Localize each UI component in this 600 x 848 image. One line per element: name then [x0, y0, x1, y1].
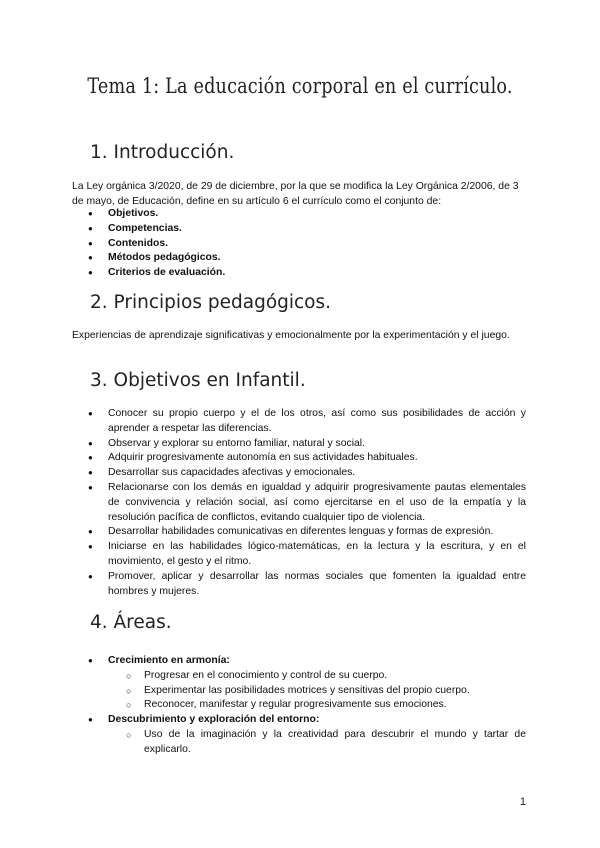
list-item: ● Criterios de evaluación.	[86, 266, 526, 281]
list-item: ● Desarrollar habilidades comunicativas en diferentes lenguas y formas de expresión.	[86, 525, 526, 540]
area-sublist	[108, 728, 526, 758]
area-label: Crecimiento en armonía:	[108, 655, 230, 666]
list-item: ● Desarrollar sus capacidades afectivas y emocionales.	[86, 466, 526, 481]
objetivos-list	[86, 407, 526, 599]
list-item: ● Relacionarse con los demás en igualdad y adquirir progresivamente pautas elementales de convivencia y relación social, así como ejercitarse en el uso de la empatía y la resolución pacífica de conflictos, evitando cualquier tipo de violencia.	[86, 481, 526, 525]
page-number: 1	[519, 796, 526, 808]
sub-list-item: ○ Progresar en el conocimiento y control de su cuerpo.	[108, 669, 526, 684]
sub-list-item: ○ Uso de la imaginación y la creatividad para descubrir el mundo y tartar de explicarlo.	[108, 728, 526, 758]
list-item: ● Conocer su propio cuerpo y el de los otros, así como sus posibilidades de acción y aprender a respetar las diferencias.	[86, 407, 526, 437]
list-item: ● Objetivos.	[86, 207, 526, 222]
list-item: ● Adquirir progresivamente autonomía en sus actividades habituales.	[86, 451, 526, 466]
sub-list-item: ○ Experimentar las posibilidades motrices y sensitivas del propio cuerpo.	[108, 684, 526, 699]
principios-paragraph: Experiencias de aprendizaje significativas y emocionalmente por la experimentación y el juego.	[72, 330, 510, 341]
areas-list	[86, 654, 526, 758]
area-item	[86, 654, 526, 713]
list-item: ● Iniciarse en las habilidades lógico-matemáticas, en la lectura y la escritura, y en el movimiento, el gesto y el ritmo.	[86, 540, 526, 570]
section-heading-areas: 4. Áreas.	[90, 612, 172, 633]
area-label: Descubrimiento y exploración del entorno:	[108, 714, 320, 726]
curriculum-list	[86, 207, 526, 281]
sub-list-item: ○ Reconocer, manifestar y regular progresivamente sus emociones.	[108, 698, 526, 713]
section-heading-objetivos: 3. Objetivos en Infantil.	[90, 370, 306, 391]
intro-paragraph: La Ley orgánica 3/2020, de 29 de diciembre, por la que se modifica la Ley Orgánica 2/2006, de 3 de mayo, de Educación, define en su artículo 6 el currículo como el conjunto de:	[72, 181, 519, 207]
area-item	[86, 713, 526, 757]
list-item: ● Competencias.	[86, 222, 526, 237]
page-title: Tema 1: La educación corporal en el currículo.	[87, 74, 513, 98]
list-item: ● Métodos pedagógicos.	[86, 251, 526, 266]
section-heading-introduccion: 1. Introducción.	[90, 142, 235, 163]
list-item: ● Contenidos.	[86, 237, 526, 252]
area-sublist	[108, 669, 526, 713]
list-item: ● Promover, aplicar y desarrollar las normas sociales que fomenten la igualdad entre hombres y mujeres.	[86, 570, 526, 600]
list-item: ● Observar y explorar su entorno familiar, natural y social.	[86, 437, 526, 452]
section-heading-principios: 2. Principios pedagógicos.	[90, 292, 332, 313]
